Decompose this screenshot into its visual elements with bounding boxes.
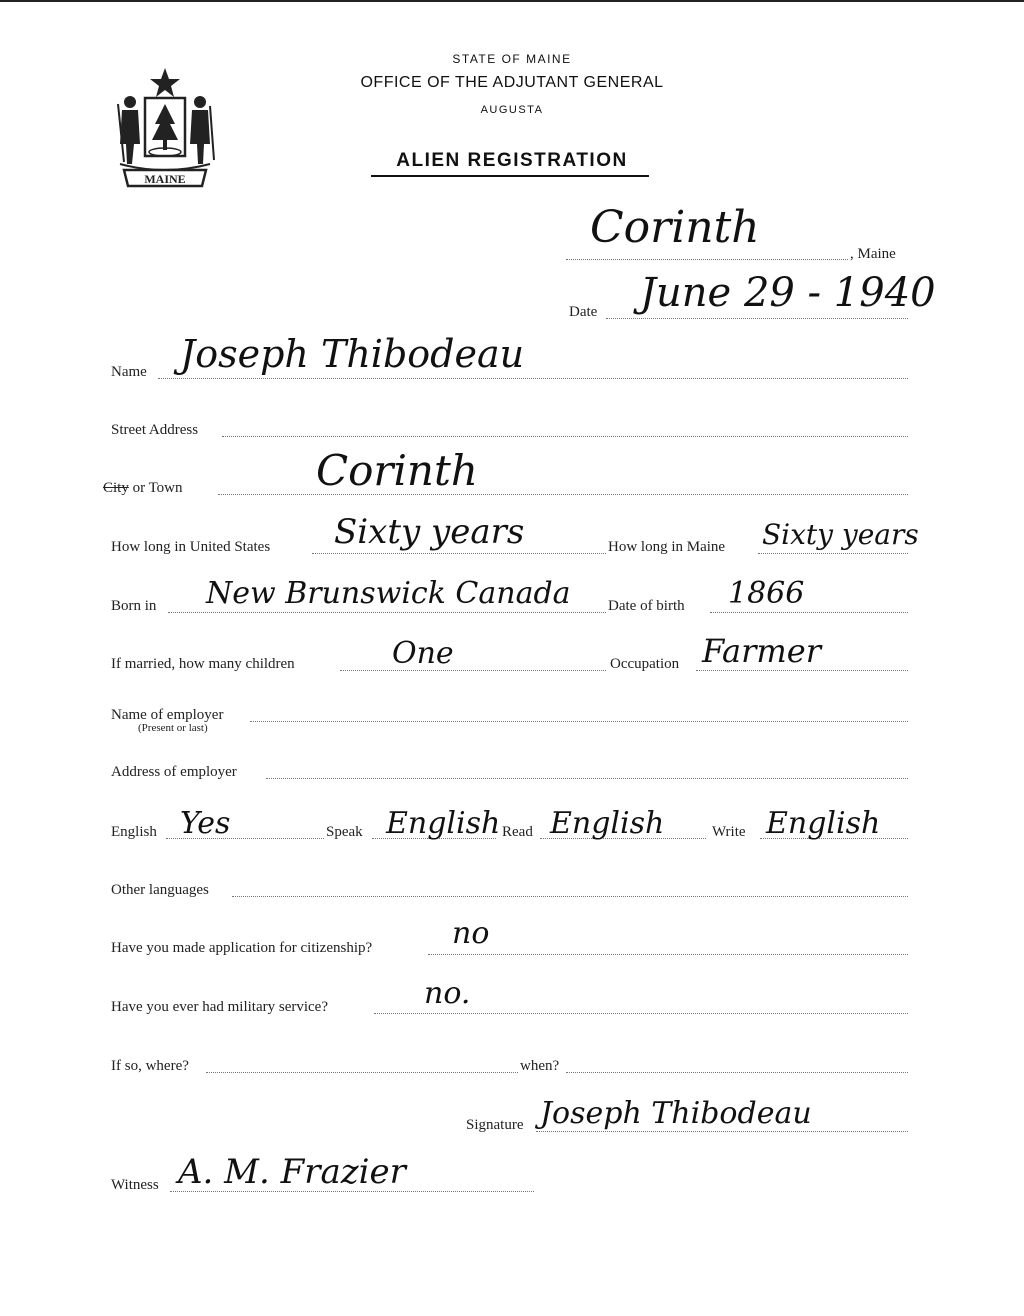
place-line	[566, 259, 848, 260]
city-heading: AUGUSTA	[480, 104, 544, 116]
employer-line	[250, 721, 908, 722]
when-line	[566, 1072, 908, 1073]
signature-line	[536, 1131, 908, 1132]
employer-label: Name of employer	[111, 707, 224, 723]
employer-sublabel: (Present or last)	[138, 722, 208, 734]
street-label: Street Address	[111, 422, 199, 438]
military-line	[374, 1013, 908, 1014]
maine-duration-value: Sixty years	[762, 518, 919, 551]
date-line	[606, 318, 908, 319]
english-value: Yes	[180, 806, 231, 841]
born-in-label: Born in	[111, 598, 157, 614]
occupation-value: Farmer	[702, 632, 821, 670]
other-languages-label: Other languages	[111, 882, 209, 898]
maine-duration-label: How long in Maine	[608, 539, 726, 555]
born-in-value: New Brunswick Canada	[206, 576, 571, 611]
citizenship-label: Have you made application for citizenship?	[111, 940, 373, 956]
city-label	[103, 480, 183, 497]
date-value: June 29 - 1940	[640, 270, 936, 316]
signature-label: Signature	[466, 1117, 524, 1133]
dob-line	[710, 612, 908, 613]
street-line	[222, 436, 908, 437]
read-value: English	[550, 806, 665, 841]
when-label: when?	[520, 1058, 560, 1074]
form-title: ALIEN REGISTRATION	[396, 150, 628, 171]
name-value: Joseph Thibodeau	[180, 332, 525, 376]
write-value: English	[766, 806, 881, 841]
us-duration-label: How long in United States	[111, 539, 271, 555]
town-value: Corinth	[316, 446, 478, 495]
name-label: Name	[111, 364, 147, 380]
witness-label: Witness	[111, 1177, 159, 1193]
english-label: English	[111, 824, 157, 840]
children-line	[340, 670, 606, 671]
office-heading: OFFICE OF THE ADJUTANT GENERAL	[360, 74, 664, 91]
name-line	[158, 378, 908, 379]
city-label-rest: or Town	[128, 480, 183, 496]
state-heading: STATE OF MAINE	[452, 52, 572, 66]
military-value: no.	[424, 976, 471, 1011]
children-label: If married, how many children	[111, 656, 295, 672]
where-label: If so, where?	[111, 1058, 189, 1074]
dob-label: Date of birth	[608, 598, 685, 614]
employer-address-line	[266, 778, 908, 779]
maine-duration-line	[758, 553, 908, 554]
signature-value: Joseph Thibodeau	[540, 1096, 812, 1131]
speak-label: Speak	[326, 824, 363, 840]
place-suffix: , Maine	[850, 246, 896, 262]
seal-banner-text: MAINE	[144, 172, 186, 186]
us-duration-line	[312, 553, 606, 554]
dob-value: 1866	[728, 576, 805, 611]
occupation-label: Occupation	[610, 656, 680, 672]
write-label: Write	[712, 824, 746, 840]
employer-address-label: Address of employer	[111, 764, 237, 780]
citizenship-line	[428, 954, 908, 955]
born-in-line	[168, 612, 606, 613]
other-languages-line	[232, 896, 908, 897]
title-underline	[371, 175, 649, 177]
city-label-struck: City	[103, 480, 129, 496]
children-value: One	[392, 636, 454, 671]
date-label: Date	[569, 304, 598, 320]
us-duration-value: Sixty years	[334, 512, 525, 552]
witness-value: A. M. Frazier	[178, 1152, 406, 1192]
where-line	[206, 1072, 518, 1073]
occupation-line	[696, 670, 908, 671]
place-value: Corinth	[590, 202, 760, 253]
citizenship-value: no	[452, 916, 490, 951]
speak-value: English	[386, 806, 501, 841]
read-label: Read	[502, 824, 533, 840]
military-label: Have you ever had military service?	[111, 999, 328, 1015]
